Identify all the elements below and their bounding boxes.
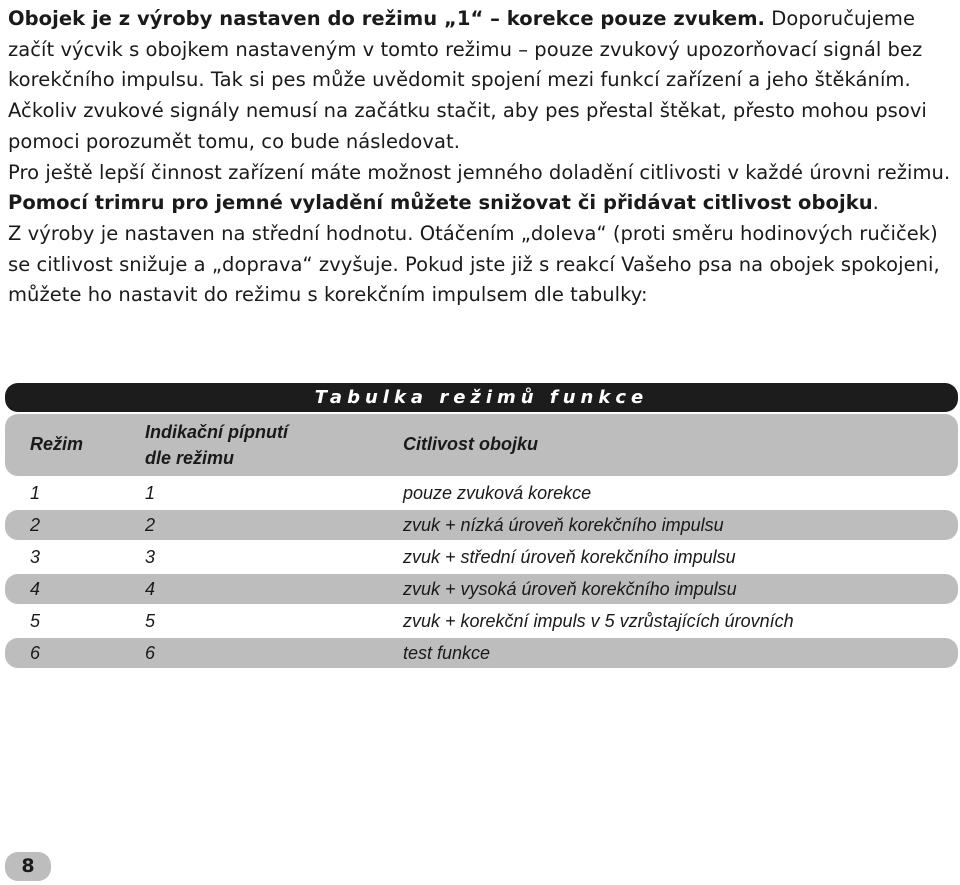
table-row xyxy=(5,478,958,508)
cell-beep: 6 xyxy=(145,643,156,663)
lead-bold-text: Obojek je z výroby nastaven do režimu „1“ – korekce pouze zvukem. xyxy=(8,7,766,30)
cell-beep: 5 xyxy=(145,611,156,631)
table-title: Tabulka režimů funkce xyxy=(5,383,958,412)
paragraph-3: Z výroby je nastaven na střední hodnotu. Otáčením „doleva“ (proti směru hodinových ručiček) se citlivost snižuje a „doprava“ zvyšuje. Pokud jste již s reakcí Vašeho psa na obojek spokojeni, můžete ho nastavit do režimu s korekčním impulsem dle tabulky: xyxy=(8,221,940,307)
cell-desc: test funkce xyxy=(403,643,491,663)
paragraph-2-bold: Pomocí trimru pro jemné vyladění můžete snižovat či přidávat citlivost obojku xyxy=(8,191,873,215)
paragraph-2-start: Pro ještě lepší činnost zařízení máte možnost jemného doladění citlivosti v každé úrovni režimu. xyxy=(8,160,951,184)
cell-beep: 1 xyxy=(145,483,156,503)
cell-mode: 3 xyxy=(30,547,41,567)
table-row xyxy=(5,542,958,572)
paragraph-1: Doporučujeme začít výcvik s obojkem nastaveným v tomto režimu – pouze zvukový upozorňovací signál bez korekčního impulsu. Tak si pes může uvědomit spojení mezi funkcí zařízení a jeho štěkáním. Ačkoliv zvukové signály nemusí na začátku stačit, aby pes přestal štěkat, přesto mohou psovi pomoci porozumět tomu, co bude následovat. xyxy=(8,7,927,153)
table-row xyxy=(5,510,958,540)
cell-desc: zvuk + nízká úroveň korekčního impulsu xyxy=(403,515,724,535)
table-row xyxy=(5,574,958,604)
cell-desc: pouze zvuková korekce xyxy=(403,483,592,503)
header-mode: Režim xyxy=(30,434,84,454)
cell-beep: 4 xyxy=(145,579,156,599)
cell-mode: 4 xyxy=(30,579,41,599)
cell-beep: 3 xyxy=(145,547,156,567)
table-column-headers xyxy=(5,414,958,476)
page-number: 8 xyxy=(5,852,51,881)
cell-mode: 5 xyxy=(30,611,41,631)
cell-mode: 2 xyxy=(30,515,41,535)
cell-beep: 2 xyxy=(145,515,156,535)
header-beep-line2: dle režimu xyxy=(145,448,235,468)
cell-desc: zvuk + korekční impuls v 5 vzrůstajících úrovních xyxy=(403,611,794,631)
cell-desc: zvuk + střední úroveň korekčního impulsu xyxy=(403,547,736,567)
intro-paragraph xyxy=(8,4,953,158)
cell-desc: zvuk + vysoká úroveň korekčního impulsu xyxy=(403,579,737,599)
header-beep-line1: Indikační pípnutí xyxy=(145,422,288,442)
paragraph-2-end: . xyxy=(872,191,879,215)
cell-mode: 1 xyxy=(30,483,41,503)
paragraph-2 xyxy=(8,158,953,219)
instruction-text xyxy=(8,4,953,311)
header-sensitivity: Citlivost obojku xyxy=(403,434,538,454)
table-row xyxy=(5,638,958,668)
table-row xyxy=(5,606,958,636)
cell-mode: 6 xyxy=(30,643,41,663)
